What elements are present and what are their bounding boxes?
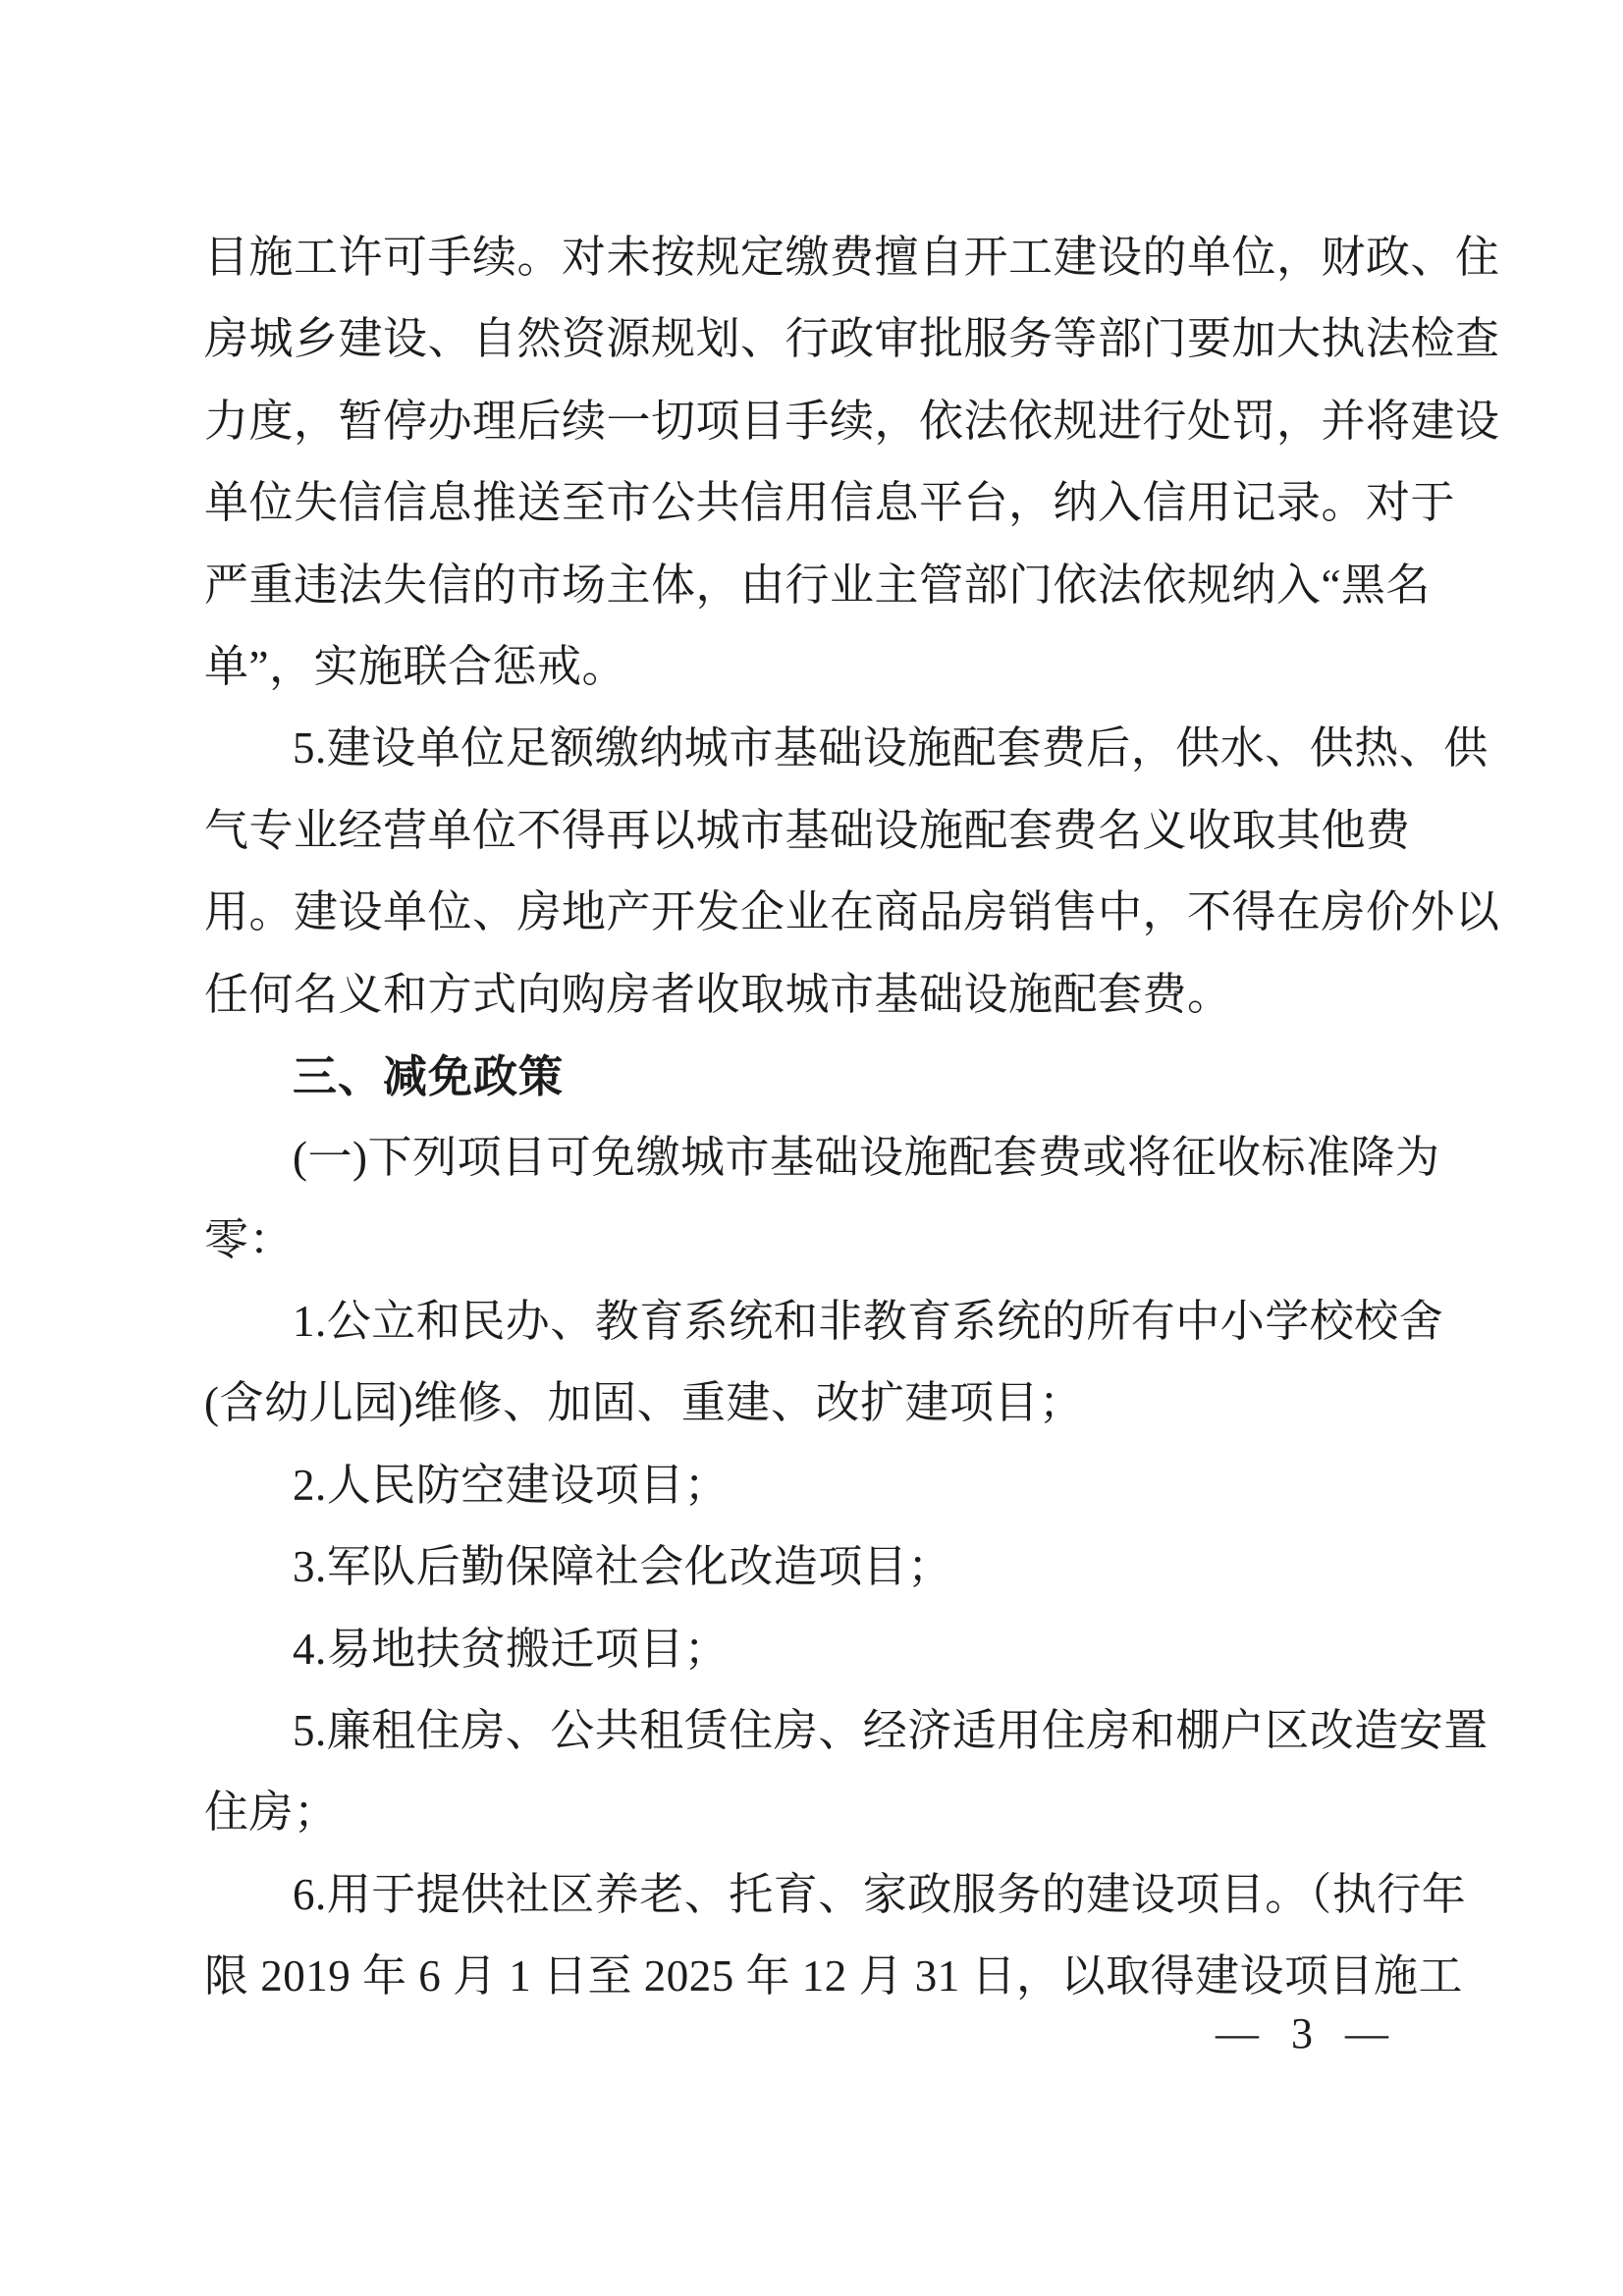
text-line: 住房； — [204, 1788, 339, 1838]
text-line: 单”，实施联合惩戒。 — [204, 641, 626, 691]
text-line: 零： — [204, 1214, 295, 1264]
page-number: — 3 — — [1216, 2009, 1390, 2057]
text-line: 力度，暂停办理后续一切项目手续，依法依规进行处罚，并将建设 — [204, 396, 1500, 446]
text-line: (含幼儿园)维修、加固、重建、改扩建项目； — [204, 1378, 1084, 1428]
text-line: 房城乡建设、自然资源规划、行政审批服务等部门要加大执法检查 — [204, 314, 1500, 364]
list-item-1: 1.公立和民办、教育系统和非教育系统的所有中小学校校舍 — [293, 1297, 1444, 1347]
text-line: 限 2019 年 6 月 1 日至 2025 年 12 月 31 日，以取得建设项目施工 — [204, 1951, 1464, 2002]
text-line: 目施工许可手续。对未按规定缴费擅自开工建设的单位，财政、住 — [204, 233, 1500, 282]
text-line: 单位失信信息推送至市公共信用信息平台，纳入信用记录。对于 — [204, 478, 1456, 528]
text-line: 用。建设单位、房地产开发企业在商品房销售中，不得在房价外以 — [204, 887, 1500, 937]
document-body — [204, 217, 1500, 2018]
text-line: 气专业经营单位不得再以城市基础设施配套费名义收取其他费 — [204, 805, 1411, 855]
text-line: 严重违法失信的市场主体，由行业主管部门依法依规纳入“黑名 — [204, 560, 1431, 610]
text-line: 任何名义和方式向购房者收取城市基础设施配套费。 — [204, 969, 1232, 1019]
list-item-3: 3.军队后勤保障社会化改造项目； — [293, 1542, 952, 1592]
list-item-6: 6.用于提供社区养老、托育、家政服务的建设项目。（执行年 — [293, 1869, 1467, 1919]
section-heading: 三、减免政策 — [293, 1050, 565, 1101]
list-item-4: 4.易地扶贫搬迁项目； — [293, 1624, 730, 1674]
list-item-5: 5.建设单位足额缴纳城市基础设施配套费后，供水、供热、供 — [293, 723, 1488, 774]
list-item-5b: 5.廉租住房、公共租赁住房、经济适用住房和棚户区改造安置 — [293, 1706, 1488, 1756]
subsection-label: (一)下列项目可免缴城市基础设施配套费或将征收标准降为 — [293, 1133, 1440, 1183]
list-item-2: 2.人民防空建设项目； — [293, 1460, 730, 1510]
